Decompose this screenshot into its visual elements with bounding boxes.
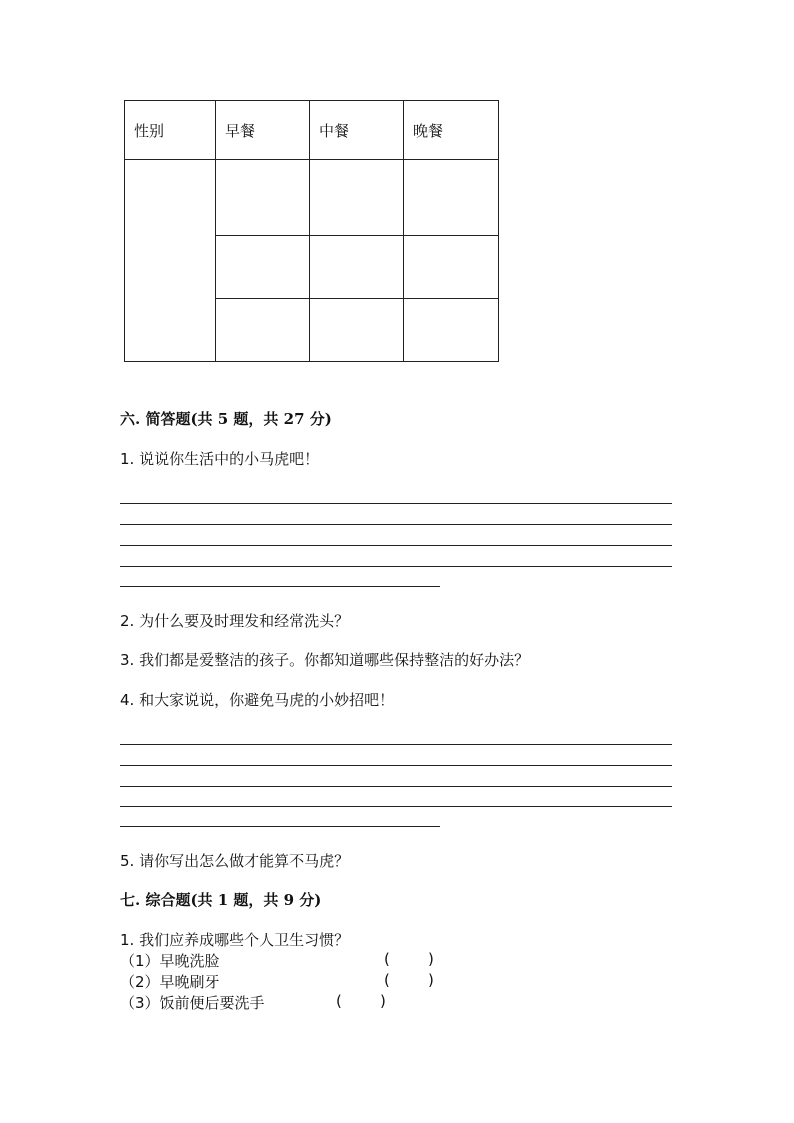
answer-line[interactable] (120, 524, 672, 525)
header-breakfast: 早餐 (216, 101, 310, 160)
table-cell[interactable] (216, 160, 310, 236)
table-cell[interactable] (216, 299, 310, 362)
answer-parentheses[interactable]: ( ) (336, 992, 386, 1010)
answer-line[interactable] (120, 806, 672, 807)
table-cell[interactable] (310, 299, 404, 362)
answer-line[interactable] (120, 786, 672, 787)
answer-line[interactable] (120, 744, 672, 745)
answer-parentheses[interactable]: ( ) (384, 971, 434, 989)
answer-line[interactable] (120, 503, 672, 504)
section-7-title: 七. 综合题(共 1 题，共 9 分) (120, 891, 322, 909)
question-6-1: 1. 说说你生活中的小马虎吧！ (120, 450, 320, 468)
header-gender: 性别 (125, 101, 216, 160)
table-cell[interactable] (404, 299, 499, 362)
section-6-title: 六. 简答题(共 5 题，共 27 分) (120, 410, 332, 428)
answer-line[interactable] (120, 545, 672, 546)
header-dinner: 晚餐 (404, 101, 499, 160)
habit-item-1: （1）早晚洗脸 (120, 952, 220, 970)
table-header-row (125, 101, 499, 160)
habit-item-2: （2）早晚刷牙 (120, 973, 220, 991)
table-cell-gender-merged[interactable] (125, 160, 216, 362)
table-cell[interactable] (404, 236, 499, 299)
table-cell[interactable] (404, 160, 499, 236)
question-6-5: 5. 请你写出怎么做才能算不马虎？ (120, 852, 350, 870)
answer-line[interactable] (120, 826, 440, 827)
table-cell[interactable] (310, 160, 404, 236)
habit-item-3: （3）饭前便后要洗手 (120, 994, 265, 1012)
table-cell[interactable] (216, 236, 310, 299)
answer-parentheses[interactable]: ( ) (384, 950, 434, 968)
table-cell[interactable] (310, 236, 404, 299)
meal-table (124, 100, 499, 362)
table-row (125, 160, 499, 236)
question-6-2: 2. 为什么要及时理发和经常洗头？ (120, 612, 350, 630)
answer-line[interactable] (120, 566, 672, 567)
question-6-4: 4. 和大家说说，你避免马虎的小妙招吧！ (120, 691, 395, 709)
question-7-1: 1. 我们应养成哪些个人卫生习惯？ (120, 931, 350, 949)
header-lunch: 中餐 (310, 101, 404, 160)
answer-line[interactable] (120, 765, 672, 766)
question-6-3: 3. 我们都是爱整洁的孩子。你都知道哪些保持整洁的好办法？ (120, 651, 530, 669)
answer-line[interactable] (120, 586, 440, 587)
